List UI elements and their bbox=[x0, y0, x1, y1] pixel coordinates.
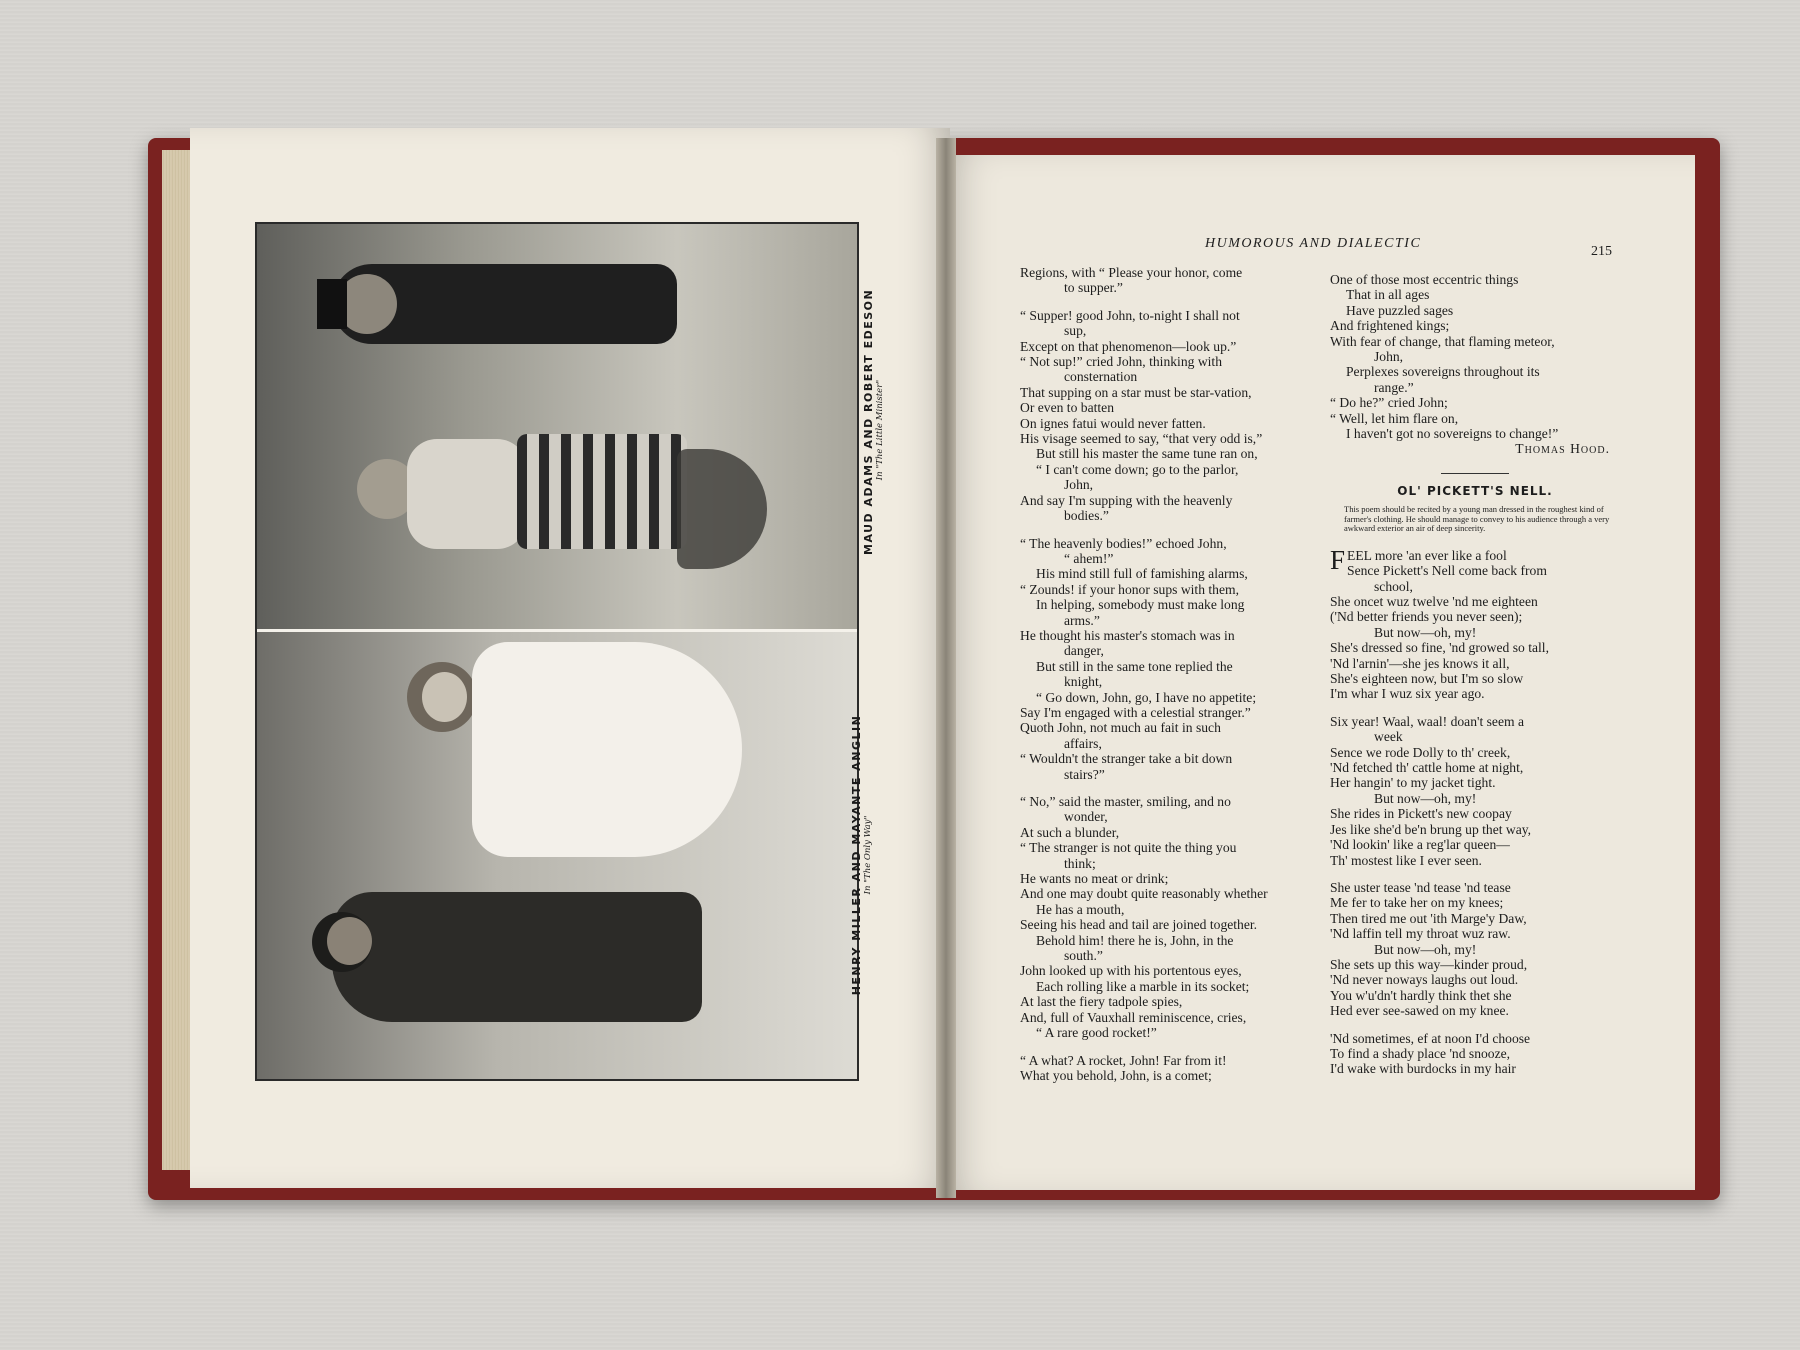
text-line: ('Nd better friends you never seen); bbox=[1330, 609, 1523, 625]
text-line: sup, bbox=[1064, 323, 1087, 339]
photo-top bbox=[257, 224, 857, 629]
stanza-gap bbox=[1020, 782, 1318, 794]
text-line: 'Nd never noways laughs out loud. bbox=[1330, 972, 1519, 988]
text-line: What you behold, John, is a comet; bbox=[1020, 1067, 1212, 1083]
text-line: Except on that phenomenon—look up.” bbox=[1020, 338, 1237, 354]
text-line: Seeing his head and tail are joined together. bbox=[1020, 917, 1258, 933]
text-line: Behold him! there he is, John, in the bbox=[1036, 932, 1234, 948]
plate-bottom-play: In "The Only Way" bbox=[863, 815, 873, 895]
page-number: 215 bbox=[1591, 244, 1612, 259]
photo-bottom bbox=[257, 632, 857, 1079]
text-line: But still in the same tone replied the bbox=[1036, 658, 1233, 674]
stanza-gap bbox=[1020, 1041, 1318, 1053]
text-line: “ A what? A rocket, John! Far from it! bbox=[1020, 1052, 1227, 1068]
text-line: week bbox=[1374, 729, 1403, 745]
plate-top-caption bbox=[862, 288, 885, 555]
text-line: “ A rare good rocket!” bbox=[1036, 1025, 1157, 1041]
text-line: Or even to batten bbox=[1020, 400, 1114, 416]
text-line: She rides in Pickett's new coopay bbox=[1330, 806, 1512, 822]
text-line: arms.” bbox=[1064, 612, 1100, 628]
text-line: “ Wouldn't the stranger take a bit down bbox=[1020, 751, 1233, 767]
text-line: On ignes fatui would never fatten. bbox=[1020, 415, 1206, 431]
section-rule bbox=[1441, 473, 1509, 474]
text-line: “ ahem!” bbox=[1064, 550, 1114, 566]
text-line: I'd wake with burdocks in my hair bbox=[1330, 1061, 1516, 1077]
text-column-left bbox=[1020, 265, 1318, 1083]
text-line: John, bbox=[1374, 349, 1404, 365]
text-line: Have puzzled sages bbox=[1346, 302, 1454, 318]
text-line: She's eighteen now, but I'm so slow bbox=[1330, 671, 1524, 687]
text-line: “ Supper! good John, to-night I shall not bbox=[1020, 307, 1240, 323]
text-line: One of those most eccentric things bbox=[1330, 272, 1519, 287]
text-column-right bbox=[1330, 272, 1620, 1077]
photo-plate bbox=[255, 222, 859, 1081]
text-line: Sence we rode Dolly to th' creek, bbox=[1330, 744, 1511, 760]
text-line: That in all ages bbox=[1346, 287, 1430, 303]
text-line: And, full of Vauxhall reminiscence, cries, bbox=[1020, 1009, 1247, 1025]
text-line: “ Well, let him flare on, bbox=[1330, 410, 1459, 426]
book-gutter bbox=[936, 138, 956, 1198]
text-line: I haven't got no sovereigns to change!” bbox=[1346, 426, 1559, 442]
plate-top-play: In "The Little Minister" bbox=[875, 379, 885, 481]
stanza-gap bbox=[1330, 702, 1620, 714]
text-line: Me fer to take her on my knees; bbox=[1330, 895, 1504, 911]
text-line: She oncet wuz twelve 'nd me eighteen bbox=[1330, 594, 1538, 609]
plate-bottom-caption bbox=[850, 710, 873, 1000]
text-line: consternation bbox=[1064, 369, 1138, 385]
text-line: And one may doubt quite reasonably whether bbox=[1020, 886, 1268, 902]
text-line: “ Go down, John, go, I have no appetite; bbox=[1036, 689, 1257, 705]
text-line: His visage seemed to say, “that very odd is,” bbox=[1020, 431, 1263, 447]
text-line: 'Nd fetched th' cattle home at night, bbox=[1330, 760, 1524, 776]
text-line: I'm whar I wuz six year ago. bbox=[1330, 686, 1485, 702]
poem-body bbox=[1330, 563, 1620, 1077]
text-line: John, bbox=[1064, 477, 1094, 493]
text-line: John looked up with his portentous eyes, bbox=[1020, 963, 1242, 979]
text-line: Quoth John, not much au fait in such bbox=[1020, 720, 1221, 736]
text-line: And frightened kings; bbox=[1330, 318, 1450, 334]
text-line: But now—oh, my! bbox=[1374, 941, 1477, 957]
text-line: range.” bbox=[1374, 379, 1414, 395]
text-line: Jes like she'd be'n brung up thet way, bbox=[1330, 821, 1532, 837]
text-line: school, bbox=[1374, 578, 1413, 594]
text-line: She uster tease 'nd tease 'nd tease bbox=[1330, 879, 1511, 895]
text-line: And say I'm supping with the heavenly bbox=[1020, 492, 1233, 508]
first-line-text: EEL more 'an ever like a fool bbox=[1347, 547, 1507, 563]
text-line: But now—oh, my! bbox=[1374, 624, 1477, 640]
text-line: But still his master the same tune ran on, bbox=[1036, 446, 1258, 462]
text-line: affairs, bbox=[1064, 735, 1102, 751]
text-line: knight, bbox=[1064, 674, 1103, 690]
text-line: That supping on a star must be star-vation, bbox=[1020, 384, 1252, 400]
text-line: Sence Pickett's Nell come back from bbox=[1347, 563, 1547, 579]
text-line: His mind still full of famishing alarms, bbox=[1036, 566, 1248, 582]
stanza-gap bbox=[1020, 296, 1318, 308]
text-line: He has a mouth, bbox=[1036, 901, 1125, 917]
stanza-gap bbox=[1330, 1019, 1620, 1031]
poem-note: This poem should be recited by a young man dressed in the roughest kind of farmer's clothing. He should manage to convey to his audience through a very awkward exterior an air of deep sincerity. bbox=[1344, 504, 1610, 534]
running-head: HUMOROUS AND DIALECTIC bbox=[1205, 236, 1422, 251]
text-line: At such a blunder, bbox=[1020, 824, 1120, 840]
text-line: bodies.” bbox=[1064, 508, 1109, 524]
text-line: With fear of change, that flaming meteor, bbox=[1330, 333, 1555, 349]
poem-title: OL' PICKETT'S NELL. bbox=[1397, 483, 1553, 498]
stanza-gap bbox=[1330, 868, 1620, 880]
plate-bottom-names: HENRY MILLER AND MAYANTE ANGLIN bbox=[850, 714, 863, 996]
text-line: You w'u'dn't hardly think thet she bbox=[1330, 987, 1512, 1003]
text-line: danger, bbox=[1064, 643, 1104, 659]
text-line: to supper.” bbox=[1064, 280, 1123, 296]
text-line: She's dressed so fine, 'nd growed so tall, bbox=[1330, 640, 1549, 656]
text-line: “ Not sup!” cried John, thinking with bbox=[1020, 354, 1222, 370]
text-line: “ Zounds! if your honor sups with them, bbox=[1020, 581, 1239, 597]
text-line: Six year! Waal, waal! doan't seem a bbox=[1330, 713, 1524, 729]
text-line: stairs?” bbox=[1064, 766, 1105, 782]
text-line: Then tired me out 'ith Marge'y Daw, bbox=[1330, 910, 1527, 926]
text-line: He thought his master's stomach was in bbox=[1020, 627, 1235, 643]
text-line: Regions, with “ Please your honor, come bbox=[1020, 265, 1243, 280]
text-line: think; bbox=[1064, 855, 1096, 871]
plate-top-names: MAUD ADAMS AND ROBERT EDESON bbox=[862, 288, 875, 555]
text-line: “ Do he?” cried John; bbox=[1330, 395, 1448, 411]
text-line: 'Nd lookin' like a reg'lar queen— bbox=[1330, 837, 1510, 853]
text-line: Her hangin' to my jacket tight. bbox=[1330, 775, 1496, 791]
text-line: Say I'm engaged with a celestial stranger.” bbox=[1020, 704, 1251, 720]
text-line: “ No,” said the master, smiling, and no bbox=[1020, 794, 1231, 809]
drop-cap: F bbox=[1330, 544, 1346, 575]
stanza-gap bbox=[1020, 524, 1318, 536]
poem-ending bbox=[1330, 272, 1620, 441]
text-line: 'Nd sometimes, ef at noon I'd choose bbox=[1330, 1030, 1531, 1046]
text-line: But now—oh, my! bbox=[1374, 790, 1477, 806]
text-line: south.” bbox=[1064, 948, 1103, 964]
text-line: Th' mostest like I ever seen. bbox=[1330, 852, 1482, 868]
text-line: 'Nd laffin tell my throat wuz raw. bbox=[1330, 926, 1511, 942]
text-line: 'Nd l'arnin'—she jes knows it all, bbox=[1330, 655, 1510, 671]
text-line: wonder, bbox=[1064, 809, 1108, 825]
text-line: “ The stranger is not quite the thing you bbox=[1020, 840, 1237, 856]
text-line: Perplexes sovereigns throughout its bbox=[1346, 364, 1540, 380]
text-line: In helping, somebody must make long bbox=[1036, 597, 1245, 613]
text-line: To find a shady place 'nd snooze, bbox=[1330, 1045, 1511, 1061]
attribution: Thomas Hood. bbox=[1515, 441, 1610, 457]
text-line: “ I can't come down; go to the parlor, bbox=[1036, 461, 1239, 477]
text-line: Each rolling like a marble in its socket; bbox=[1036, 978, 1250, 994]
text-line: She sets up this way—kinder proud, bbox=[1330, 956, 1528, 972]
text-line: He wants no meat or drink; bbox=[1020, 871, 1169, 887]
text-line: Hed ever see-sawed on my knee. bbox=[1330, 1003, 1509, 1019]
text-line: At last the fiery tadpole spies, bbox=[1020, 994, 1183, 1010]
text-line: “ The heavenly bodies!” echoed John, bbox=[1020, 535, 1227, 551]
